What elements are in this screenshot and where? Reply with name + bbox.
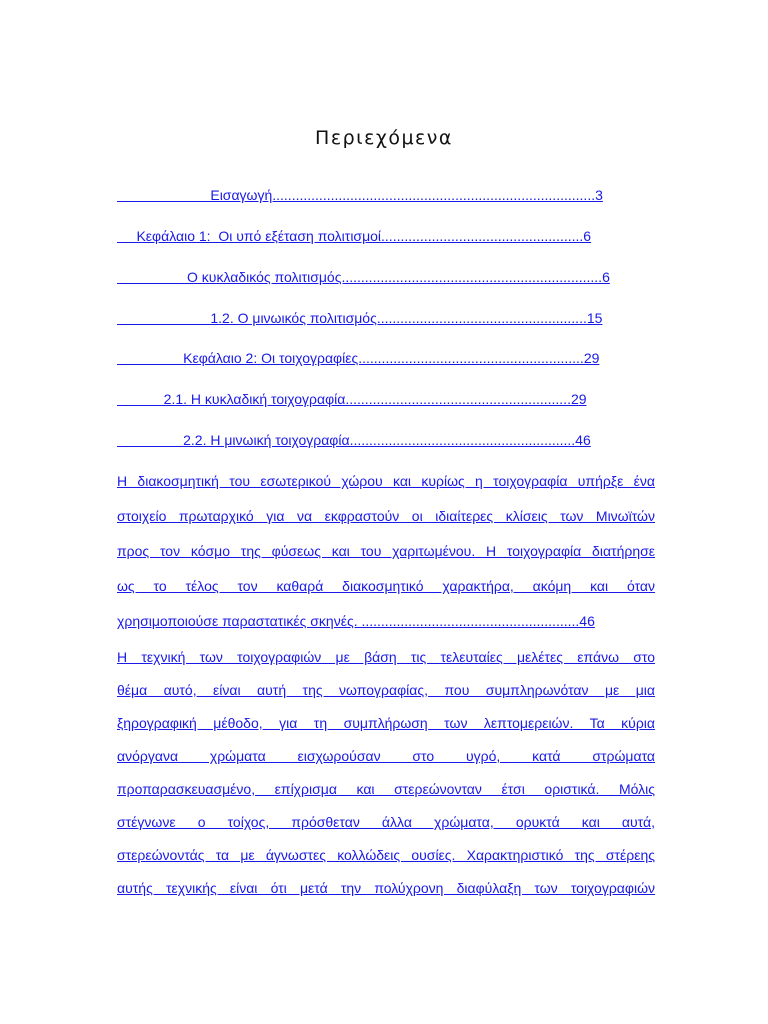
paragraph-line[interactable]: χρησιμοποιούσε παραστατικές σκηνές. ........................................................46 [117,613,595,629]
toc-entry-introduction[interactable]: Εισαγωγή...................................................................................3 [117,187,603,203]
paragraph-line[interactable]: Η τεχνική των τοιχογραφιών με βάση τις τελευταίες μελέτες επάνω στο [117,649,655,665]
paragraph-line[interactable]: θέμα αυτό, είναι αυτή της νωπογραφίας, που συμπληρωνόταν με μια [117,682,655,698]
paragraph-line[interactable]: προς τον κόσμο της φύσεως και του χαριτωμένου. Η τοιχογραφία διατήρησε [117,543,655,559]
paragraph-line[interactable]: ως το τέλος τον καθαρά διακοσμητικό χαρακτήρα, ακόμη και όταν [117,578,655,594]
paragraph-line[interactable]: στέγνωνε ο τοίχος, πρόσθεταν άλλα χρώματα, ορυκτά και αυτά, [117,814,655,830]
paragraph-line[interactable]: προπαρασκευασμένο, επίχρισμα και στερεώνονταν έτσι οριστικά. Μόλις [117,781,655,797]
toc-entry-minoan-civilization[interactable]: 1.2. Ο μινωικός πολιτισμός......................................................15 [117,310,603,326]
toc-entry-chapter-1[interactable]: Κεφάλαιο 1: Οι υπό εξέταση πολιτισμοί....................................................6 [117,228,592,244]
toc-entry-cycladic-fresco[interactable]: 2.1. Η κυκλαδική τοιχογραφία..........................................................29 [117,391,587,407]
paragraph-line[interactable]: στοιχείο πρωταρχικό για να εκφραστούν οι ιδιαίτερες κλίσεις των Μινωϊτών [117,508,655,524]
paragraph-line[interactable]: στερεώνοντάς τα με άγνωστες κολλώδεις ουσίες. Χαρακτηριστικό της στέρεης [117,847,655,863]
paragraph-line[interactable]: αυτής τεχνικής είναι ότι μετά την πολύχρονη διαφύλαξη των τοιχογραφιών [117,880,655,896]
paragraph-line[interactable]: Η διακοσμητική του εσωτερικού χώρου και κυρίως η τοιχογραφία υπήρξε ένα [117,473,655,489]
toc-entry-chapter-2[interactable]: Κεφάλαιο 2: Οι τοιχογραφίες..........................................................29 [117,350,600,366]
page-title: Περιεχόμενα [315,127,453,149]
toc-entry-cycladic-civilization[interactable]: Ο κυκλαδικός πολιτισμός...................................................................6 [117,269,610,285]
paragraph-line[interactable]: ξηρογραφική μέθοδο, για τη συμπλήρωση των λεπτομερειών. Τα κύρια [117,715,655,731]
paragraph-line[interactable]: ανόργανα χρώματα εισχωρούσαν στο υγρό, κατά στρώματα [117,748,655,764]
toc-entry-minoan-fresco[interactable]: 2.2. Η μινωική τοιχογραφία..........................................................46 [117,432,591,448]
